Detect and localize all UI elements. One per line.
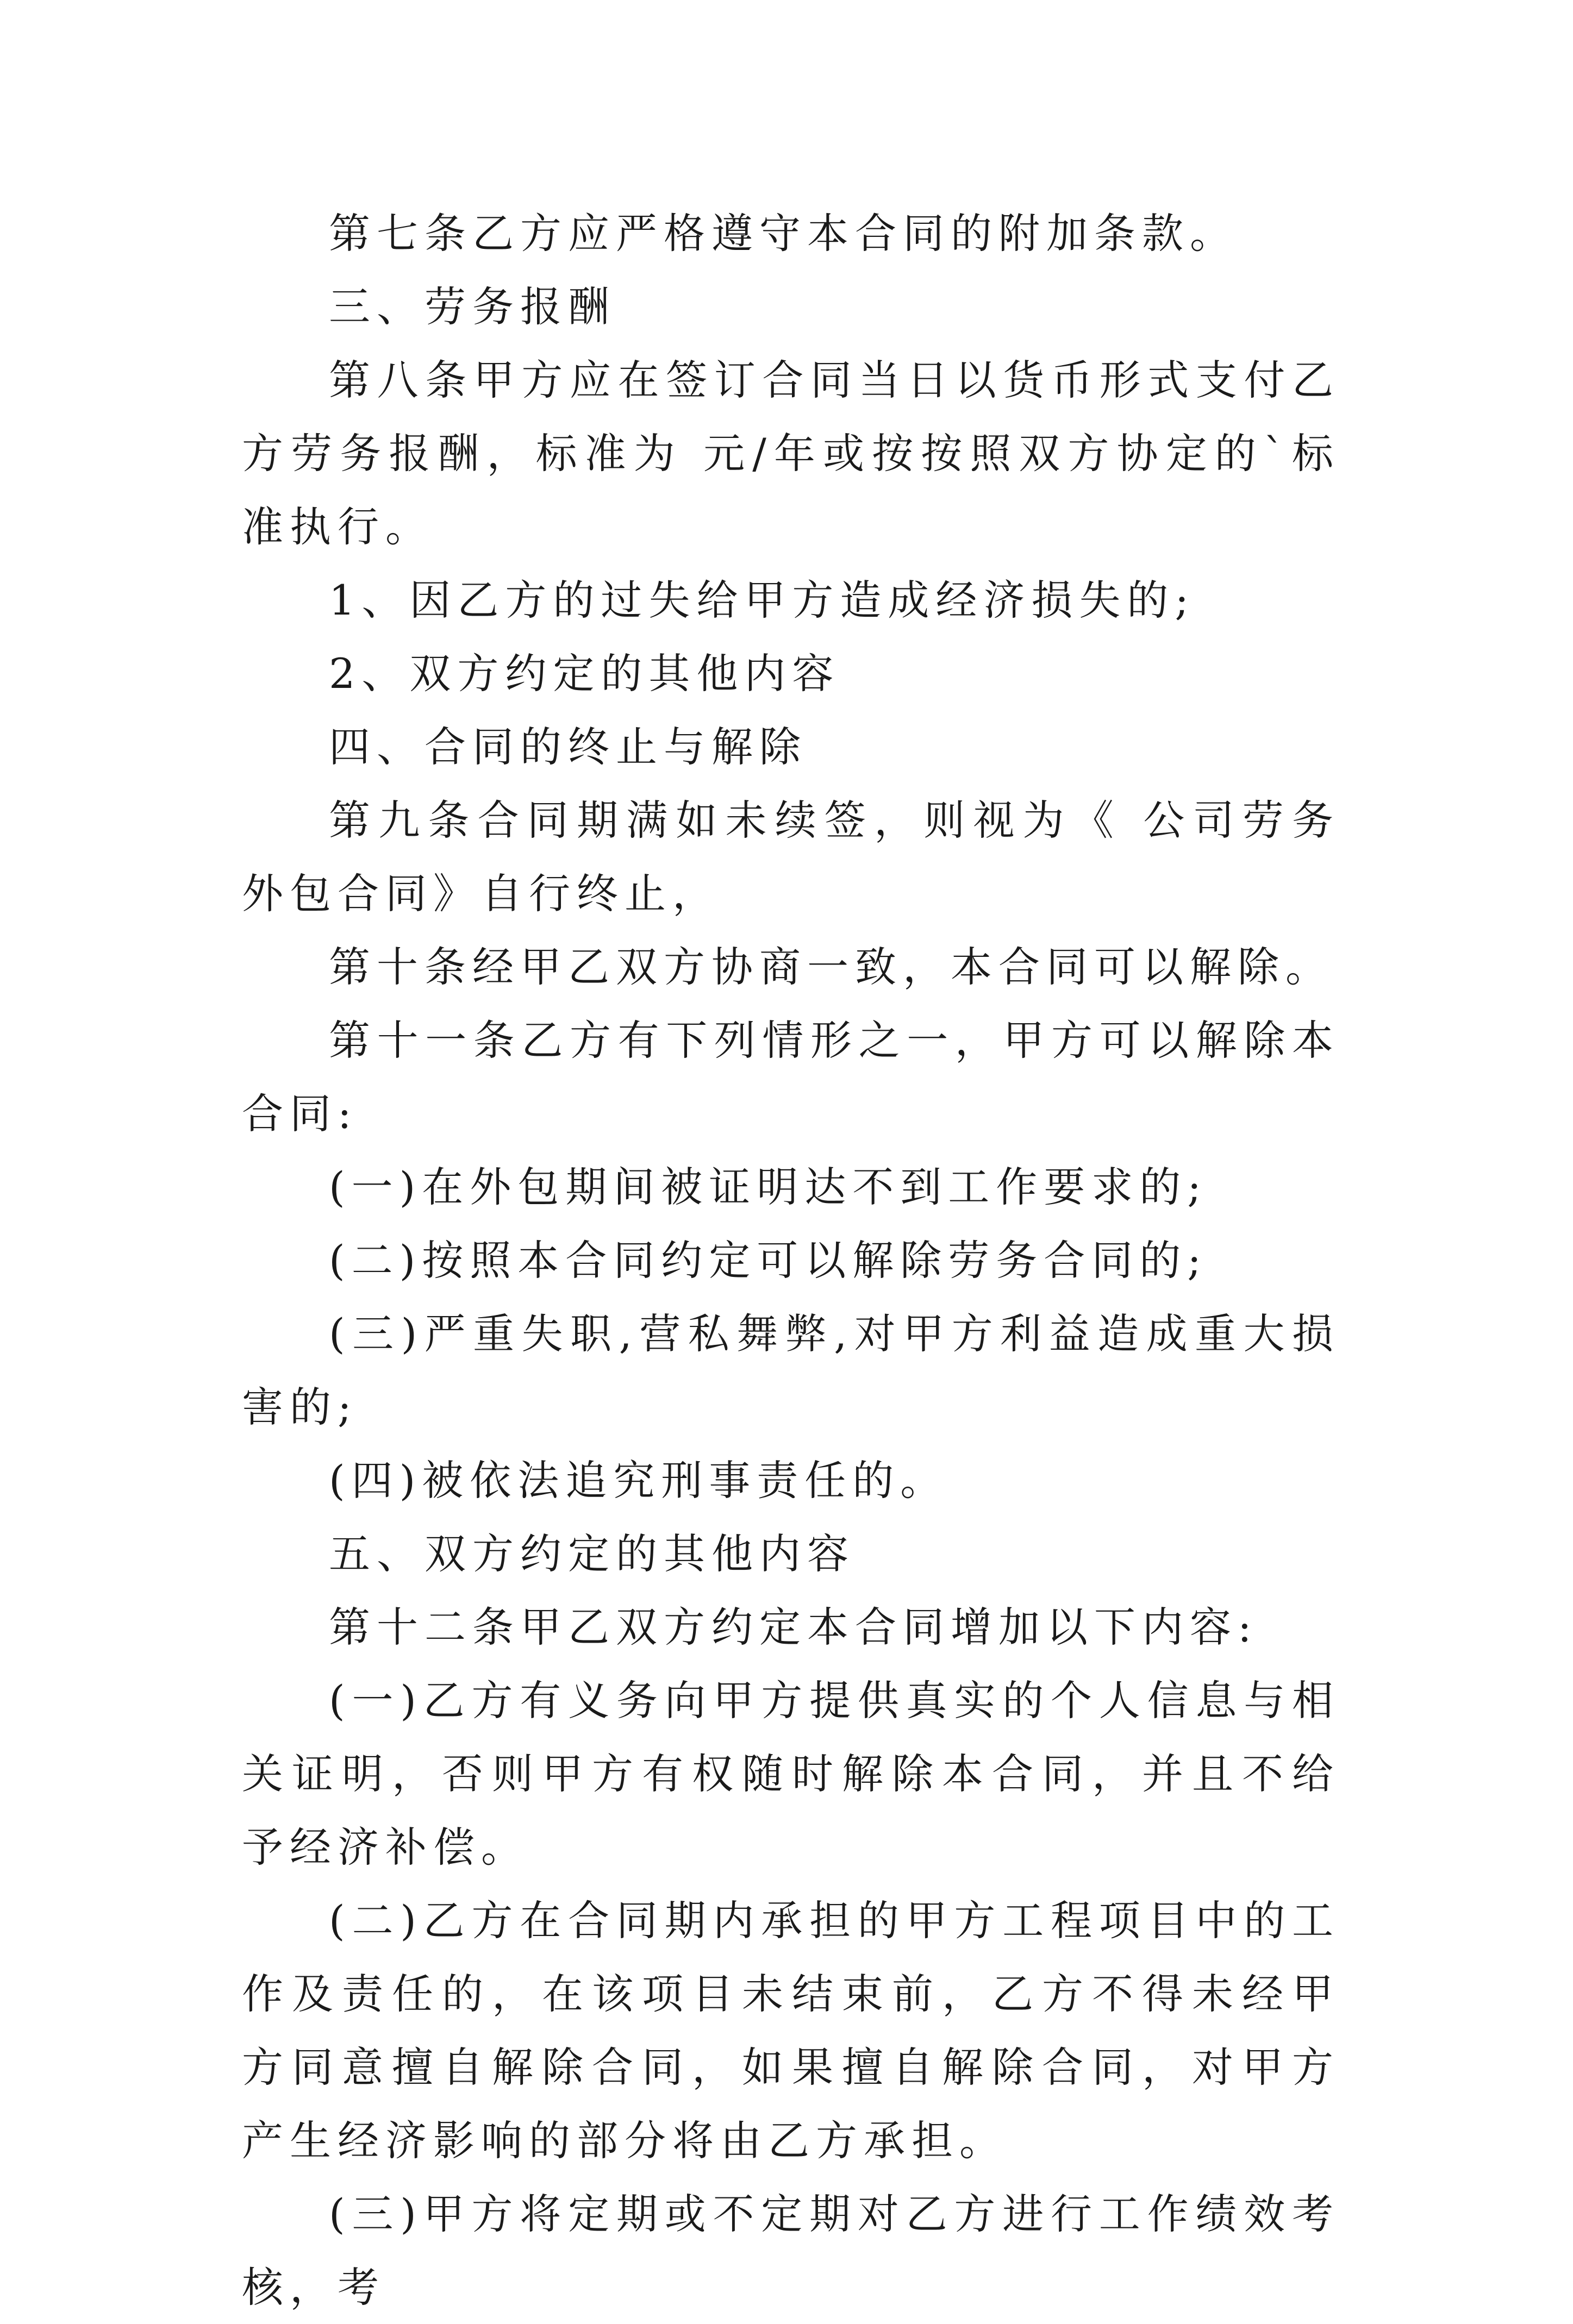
added-term-2: (二)乙方在合同期内承担的甲方工程项目中的工作及责任的，在该项目未结束前，乙方不得未经甲方同意擅自解除合同，如果擅自解除合同，对甲方产生经济影响的部分将由乙方承担。 (242, 1896, 1340, 2165)
paragraph-article-11: 第十一条乙方有下列情形之一，甲方可以解除本合同: (242, 1016, 1340, 1138)
paragraph-article-7: 第七条乙方应严格遵守本合同的附加条款。 (329, 209, 1238, 258)
paragraph-article-10: 第十条经甲乙双方协商一致，本合同可以解除。 (329, 943, 1333, 991)
document-body (242, 197, 1340, 2324)
section-heading-termination: 四、合同的终止与解除 (329, 723, 807, 771)
section-heading-other-terms: 五、双方约定的其他内容 (329, 1530, 855, 1578)
clause-item-4: (四)被依法追究刑事责任的。 (329, 1456, 948, 1505)
section-heading-remuneration: 三、劳务报酬 (329, 283, 616, 331)
added-term-3: (三)甲方将定期或不定期对乙方进行工作绩效考核，考 (242, 2190, 1340, 2312)
clause-item-2: (二)按照本合同约定可以解除劳务合同的; (329, 1236, 1208, 1285)
paragraph-article-8: 第八条甲方应在签订合同当日以货币形式支付乙方劳务报酬，标准为 元/年或按按照双方协定的`标准执行。 (242, 356, 1340, 551)
paragraph-article-12: 第十二条甲乙双方约定本合同增加以下内容: (329, 1603, 1258, 1651)
paragraph-article-9: 第九条合同期满如未续签，则视为《 公司劳务外包合同》自行终止， (242, 796, 1340, 918)
clause-item-3: (三)严重失职,营私舞弊,对甲方利益造成重大损害的; (242, 1310, 1340, 1431)
clause-item-1: (一)在外包期间被证明达不到工作要求的; (329, 1163, 1208, 1211)
list-item-1: 1、因乙方的过失给甲方造成经济损失的; (329, 576, 1195, 624)
list-item-2: 2、双方约定的其他内容 (329, 649, 840, 698)
added-term-1: (一)乙方有义务向甲方提供真实的个人信息与相关证明，否则甲方有权随时解除本合同，并且不给予经济补偿。 (242, 1676, 1340, 1871)
